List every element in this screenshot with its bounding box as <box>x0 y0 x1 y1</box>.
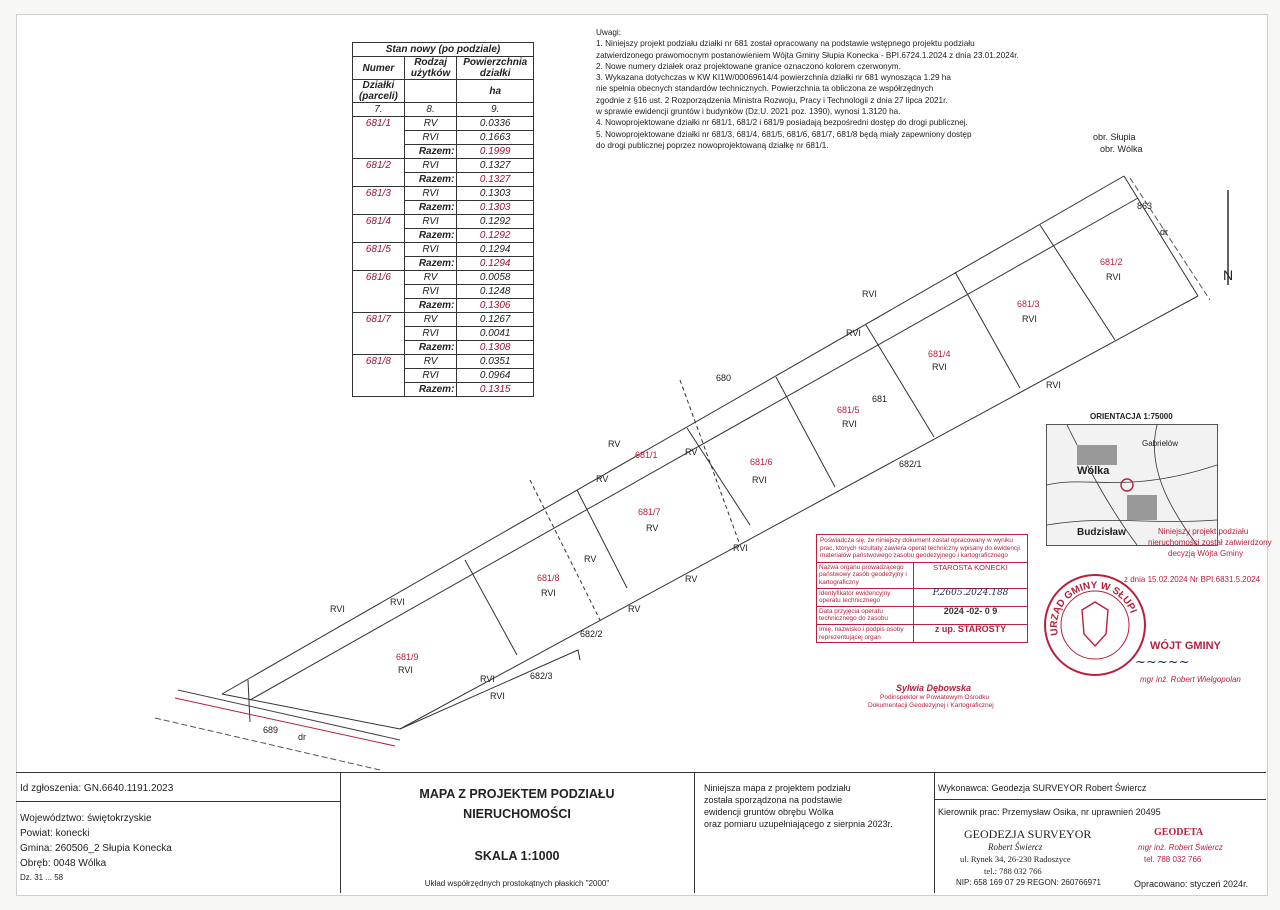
use-label: RV <box>608 439 621 449</box>
geodeta-title: GEODETA <box>1154 827 1204 838</box>
parcel-label-681-3: 681/3 <box>1017 299 1040 309</box>
use-label: RVI <box>398 665 413 675</box>
total-value: 0.1327 <box>457 173 534 187</box>
area-value: 0.1248 <box>457 285 534 299</box>
use-label: RVI <box>490 691 505 701</box>
total-value: 0.1294 <box>457 257 534 271</box>
parcel-label-681-6: 681/6 <box>750 457 773 467</box>
stamp-r3-value: 2024 -02- 0 9 <box>943 605 998 616</box>
precinct-label-wolka: obr. Wólka <box>1100 144 1143 154</box>
use-label: RVI <box>846 328 861 338</box>
note-line: zgodnie z §16 ust. 2 Rozporządzenia Ministra Rozwoju, Pracy i Technologii z dnia 27 lipca 2021r. <box>596 95 948 105</box>
note-line: nie spełnia obecnych standardów technicznych. Powierzchnia ta obliczona ze współrzędnych <box>596 84 934 94</box>
header-numer: Numer <box>353 57 405 80</box>
title-line2: NIERUCHOMOŚCI <box>463 807 571 821</box>
land-use: RVI <box>404 187 457 201</box>
area-value: 0.0964 <box>457 369 534 383</box>
parcel-label-682-2: 682/2 <box>580 629 603 639</box>
footer-woj: Województwo: świętokrzyskie <box>20 813 152 824</box>
parcel-number: 681/6 <box>353 271 405 313</box>
footer-gmina: Gmina: 260506_2 Słupia Konecka <box>20 843 172 854</box>
land-use: RV <box>404 313 457 327</box>
land-use: RVI <box>404 215 457 229</box>
note-line: 3. Wykazana dotychczas w KW KI1W/00069614/4 powierzchnia działki nr 681 wynosząca 1.29 ha <box>596 73 951 83</box>
parcel-label-682-3: 682/3 <box>530 671 553 681</box>
road-label: dr <box>298 732 307 742</box>
firm-nip: NIP: 658 169 07 29 REGON: 260766971 <box>956 878 1101 887</box>
desc-2: została sporządzona na podstawie <box>704 795 843 805</box>
division-line <box>687 428 750 525</box>
area-value: 0.1663 <box>457 131 534 145</box>
area-value: 0.1267 <box>457 313 534 327</box>
use-label: RVI <box>842 419 857 429</box>
use-label: RVI <box>932 362 947 372</box>
firm-name: GEODEZJA SURVEYOR <box>964 827 1092 841</box>
parcel-label-681-2: 681/2 <box>1100 257 1123 267</box>
place-budzislaw: Budzisław <box>1077 527 1126 538</box>
stamp-r3-label: Data przyjęcia operatu technicznego do zasobu <box>817 607 914 624</box>
col-8: 8. <box>404 103 457 117</box>
stamp-r2-label: Identyfikator ewidencyjny operatu technicznego <box>817 589 914 606</box>
stamp-r1-label: Nazwa organu prowadzącego państwowy zasób geodezyjny i kartograficzny <box>817 563 914 588</box>
footer-id: Id zgłoszenia: GN.6640.1191.2023 <box>20 783 174 794</box>
parcel-label-681-5: 681/5 <box>837 405 860 415</box>
wojt-name: mgr inż. Robert Wielgopolan <box>1140 675 1241 684</box>
use-label: RVI <box>1046 380 1061 390</box>
header-powierzchnia: Powierzchnia działki <box>457 57 534 80</box>
certification-stamp <box>816 534 1028 643</box>
division-line <box>776 377 835 487</box>
parcel-number: 681/7 <box>353 313 405 355</box>
col-9: 9. <box>457 103 534 117</box>
title-line1: MAPA Z PROJEKTEM PODZIAŁU <box>419 787 615 801</box>
note-line: w sprawie ewidencji gruntów i budynków (Dz.U. 2021 poz. 1390), wynosi 1.3120 ha. <box>596 107 901 117</box>
total-label: Razem: <box>404 299 457 313</box>
use-boundary <box>680 380 740 545</box>
total-value: 0.1303 <box>457 201 534 215</box>
parcel-label-681-8: 681/8 <box>537 573 560 583</box>
use-label: RVI <box>480 674 495 684</box>
parcel-number: 681/5 <box>353 243 405 271</box>
use-label: RV <box>685 447 698 457</box>
use-label: RVI <box>390 597 405 607</box>
area-value: 0.0351 <box>457 355 534 369</box>
north-label: N <box>1223 267 1234 283</box>
approval-line2: nieruchomości został zatwierdzony <box>1148 538 1272 547</box>
col-7: 7. <box>353 103 405 117</box>
total-label: Razem: <box>404 145 457 159</box>
kierownik: Kierownik prac: Przemysław Osika, nr uprawnień 20495 <box>938 807 1161 817</box>
total-label: Razem: <box>404 257 457 271</box>
division-line <box>248 680 250 722</box>
stamp-r4-value: z up. STAROSTY <box>934 623 1007 634</box>
parcel-number: 681/8 <box>353 355 405 397</box>
firm-address: ul. Rynek 34, 26-230 Radoszyce <box>960 854 1071 864</box>
desc-1: Niniejsza mapa z projektem podziału <box>704 783 851 793</box>
signer-role-2: Dokumentacji Geodezyjnej i Kartograficznej <box>868 702 994 709</box>
firm-tel: tel.: 788 032 766 <box>984 866 1042 876</box>
land-use: RVI <box>404 369 457 383</box>
parcel-number: 681/1 <box>353 117 405 159</box>
wykonawca: Wykonawca: Geodezja SURVEYOR Robert Świercz <box>938 783 1147 793</box>
wojt-title: WÓJT GMINY <box>1150 640 1221 652</box>
note-line: 5. Nowoprojektowane działki nr 681/3, 681/4, 681/5, 681/6, 681/7, 681/8 będą miały zapewniony dostęp <box>596 129 972 139</box>
title-block <box>16 772 1266 893</box>
land-use: RVI <box>404 285 457 299</box>
note-line: zatwierdzonego prawomocnym postanowieniem Wójta Gminy Słupia Konecka - BPI.6724.1.2024 z dnia 23.01.2024r. <box>596 50 1019 60</box>
footer-contractor <box>934 773 1266 893</box>
area-value: 0.1294 <box>457 243 534 257</box>
place-wolka: Wólka <box>1077 465 1110 477</box>
stamp-r4-label: Imię, nazwisko i podpis osoby reprezentującej organ <box>817 625 914 642</box>
desc-4: oraz pomiaru uzupełniającego z sierpnia 2023r. <box>704 819 893 829</box>
parcel-number: 681/3 <box>353 187 405 215</box>
parcel-number: 681/2 <box>353 159 405 187</box>
land-use: RV <box>404 117 457 131</box>
stamp-r1-value: STAROSTA KONECKI <box>933 562 1008 572</box>
parcel-label-681-1: 681/1 <box>635 450 658 460</box>
coords-label: Układ współrzędnych prostokątnych płaskich "2000" <box>424 879 610 888</box>
use-label: RV <box>646 523 659 533</box>
total-value: 0.1315 <box>457 383 534 397</box>
use-label: RVI <box>862 289 877 299</box>
land-use: RV <box>404 355 457 369</box>
opracowano: Opracowano: styczeń 2024r. <box>1134 879 1249 889</box>
total-label: Razem: <box>404 229 457 243</box>
parcel-label-681-9: 681/9 <box>396 652 419 662</box>
use-label: RVI <box>1106 272 1121 282</box>
parcel-label-681-7: 681/7 <box>638 507 661 517</box>
header-ha: ha <box>457 80 534 103</box>
parcel-number: 681/4 <box>353 215 405 243</box>
total-value: 0.1306 <box>457 299 534 313</box>
road-label: dr <box>1160 227 1169 237</box>
approval-line1: Niniejszy projekt podziału <box>1158 527 1249 536</box>
geodeta-tel: tel. 788 032 766 <box>1144 855 1202 864</box>
land-use: RVI <box>404 243 457 257</box>
geodeta-name: mgr inż. Robert Świercz <box>1138 843 1223 852</box>
stamp-intro: Poświadcza się, że niniejszy dokument został opracowany w wyniku prac, których rezultaty zawiera operat techniczny wpisany do ewidencji materiałów państwowego zasobu geodezyjnego i kartograficznego <box>820 537 1020 560</box>
area-value: 0.0058 <box>457 271 534 285</box>
footer-description <box>694 773 935 893</box>
use-label: RV <box>628 604 641 614</box>
precinct-label-slupia: obr. Słupia <box>1093 132 1136 142</box>
total-value: 0.1292 <box>457 229 534 243</box>
use-boundary <box>530 480 600 620</box>
header-dzialki: Działki (parceli) <box>353 80 405 103</box>
area-value: 0.1303 <box>457 187 534 201</box>
note-line: do drogi publicznej poprzez nowoprojektowaną działkę nr 681/1. <box>596 140 829 150</box>
division-line <box>866 325 934 437</box>
footer-obreb: Obręb: 0048 Wólka <box>20 858 107 869</box>
note-line: 1. Niniejszy projekt podziału działki nr 681 został opracowany na podstawie wstępnego projektu podziału <box>596 39 975 49</box>
parcel-label-681: 681 <box>872 394 888 404</box>
scale-label: SKALA 1:1000 <box>474 849 560 863</box>
parcel-label-681-4: 681/4 <box>928 349 951 359</box>
land-use: RV <box>404 271 457 285</box>
area-value: 0.1292 <box>457 215 534 229</box>
use-label: RVI <box>541 588 556 598</box>
land-use: RVI <box>404 327 457 341</box>
footer-dz: Dz. 31 ... 58 <box>20 873 64 882</box>
footer-location <box>16 773 341 893</box>
use-label: RV <box>596 474 609 484</box>
note-line: 4. Nowoprojektowane działki nr 681/1, 681/2 i 681/9 posiadają bezpośredni dostęp do drogi publicznej. <box>596 118 968 128</box>
parcel-label-680: 680 <box>716 373 732 383</box>
signer-role-1: Podinspektor w Powiatowym Ośrodku <box>880 694 990 701</box>
orientation-title: ORIENTACJA 1:75000 <box>1090 412 1173 421</box>
table-title: Stan nowy (po podziale) <box>353 43 534 57</box>
place-gabrielow: Gabrielów <box>1142 439 1179 448</box>
division-line <box>1040 225 1115 340</box>
division-line <box>577 490 627 588</box>
stamp-r2-value: P.2605.2024.188 <box>932 587 1009 598</box>
land-use: RVI <box>404 159 457 173</box>
road-863-edge <box>1130 178 1210 300</box>
firm-owner: Robert Świercz <box>988 842 1043 852</box>
use-label: RVI <box>1022 314 1037 324</box>
municipal-seal <box>1040 570 1150 680</box>
total-label: Razem: <box>404 341 457 355</box>
desc-3: ewidencji gruntów obrębu Wólka <box>704 807 834 817</box>
road-689-edge <box>178 690 400 740</box>
parcel-label-689: 689 <box>263 725 279 735</box>
parcel-label-682-1: 682/1 <box>899 459 922 469</box>
seal-text: URZĄD GMINY W SŁUPI <box>1048 580 1139 637</box>
total-label: Razem: <box>404 383 457 397</box>
approval-line3: decyzją Wójta Gminy <box>1168 549 1244 558</box>
area-value: 0.1327 <box>457 159 534 173</box>
total-label: Razem: <box>404 201 457 215</box>
signer-name: Sylwia Dębowska <box>896 683 972 693</box>
use-label: RVI <box>733 543 748 553</box>
use-label: RV <box>584 554 597 564</box>
note-line: 2. Nowe numery działek oraz projektowane granice oznaczono kolorem czerwonym. <box>596 61 901 71</box>
total-label: Razem: <box>404 173 457 187</box>
parcel-label-863: 863 <box>1137 201 1153 211</box>
footer-pow: Powiat: konecki <box>20 828 90 839</box>
land-use: RVI <box>404 131 457 145</box>
note-line: Uwagi: <box>596 28 622 37</box>
area-value: 0.0041 <box>457 327 534 341</box>
total-value: 0.1308 <box>457 341 534 355</box>
approval-date: z dnia 15.02.2024 Nr BPI.6831.5.2024 <box>1124 575 1261 584</box>
use-label: RV <box>685 574 698 584</box>
total-value: 0.1999 <box>457 145 534 159</box>
header-rodzaj: Rodzaj użytków <box>404 57 457 80</box>
boundary-682-3 <box>400 650 580 729</box>
wojt-signature: ~~~~~ <box>1135 655 1190 670</box>
use-label: RVI <box>330 604 345 614</box>
use-label: RVI <box>752 475 767 485</box>
footer-title <box>340 773 695 893</box>
division-line <box>955 272 1020 388</box>
area-value: 0.0336 <box>457 117 534 131</box>
